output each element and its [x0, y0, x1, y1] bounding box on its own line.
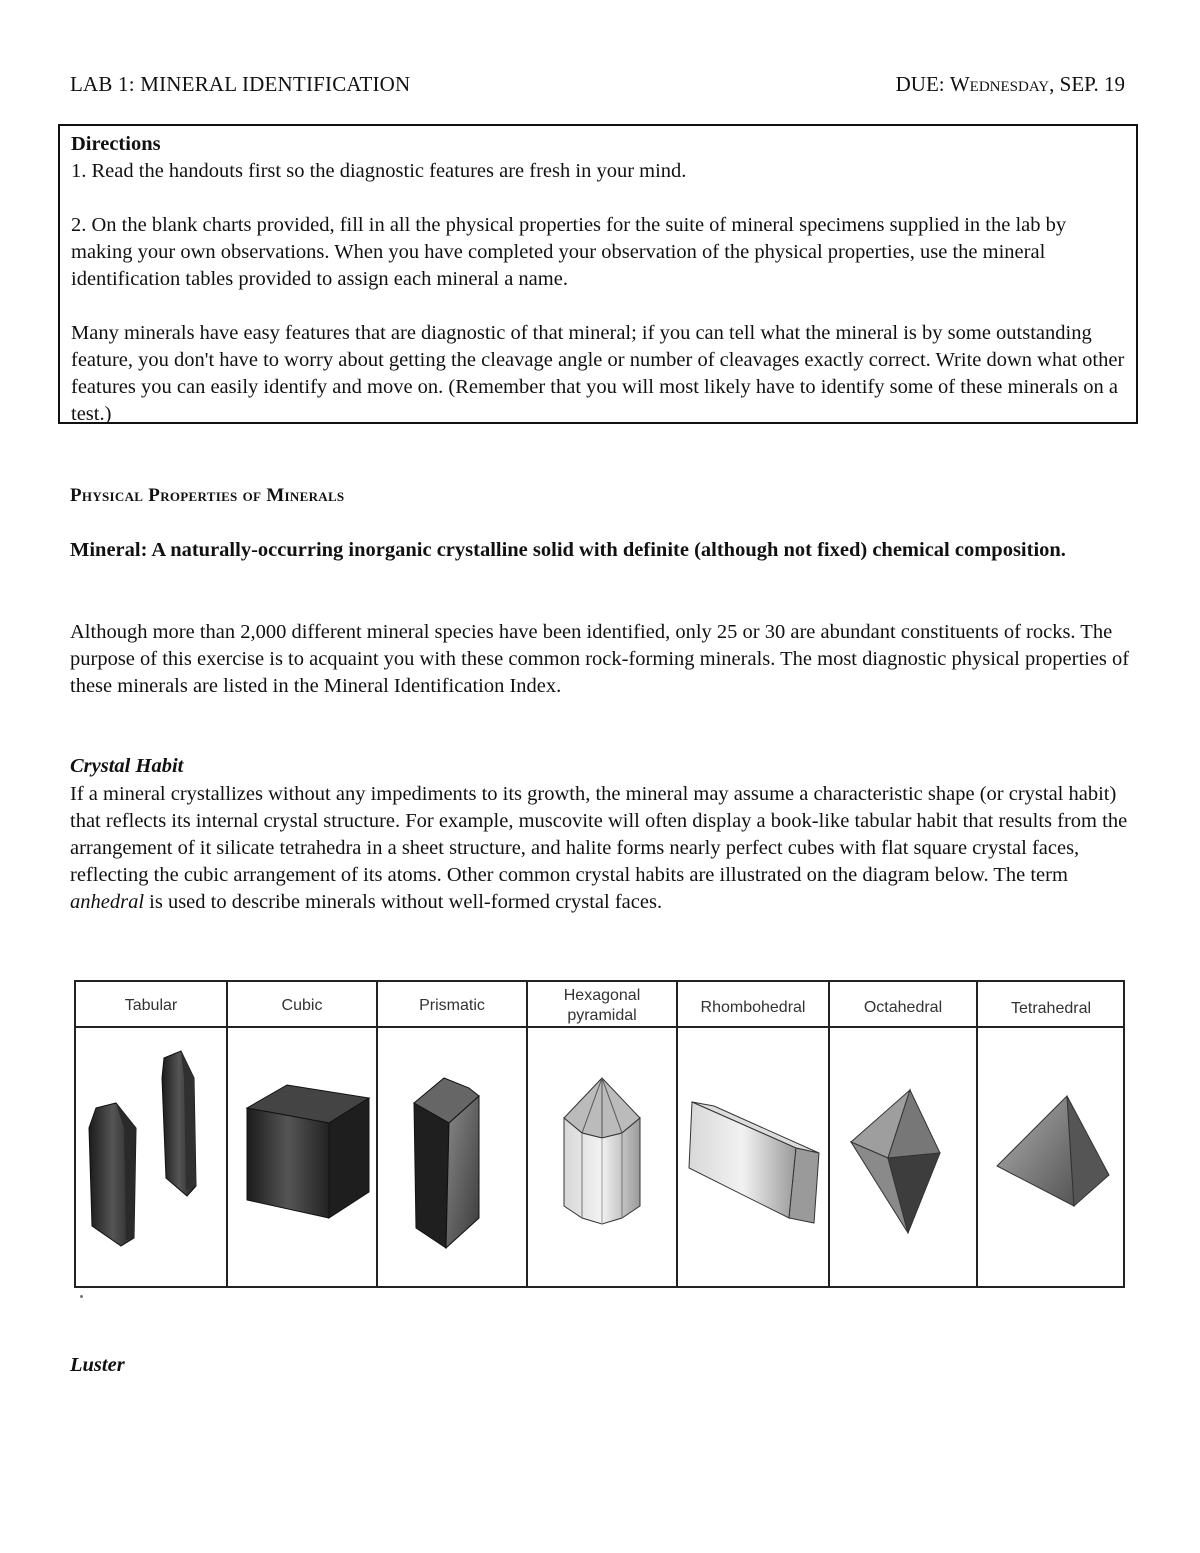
crystal-habit-heading: Crystal Habit	[70, 755, 184, 777]
label-tabular: Tabular	[124, 997, 178, 1014]
directions-item-1: 1. Read the handouts first so the diagnostic features are fresh in your mind.	[71, 160, 687, 182]
definition-text: Mineral: A naturally-occurring inorganic crystalline solid with definite (although not fixed) chemical composition.	[70, 539, 1066, 561]
label-octahedral: Octahedral	[863, 999, 943, 1016]
label-pyramidal: pyramidal	[567, 1007, 637, 1024]
page-header	[70, 72, 1125, 100]
due-day: Wednesday	[949, 72, 1050, 96]
prismatic-crystal-image	[414, 1078, 479, 1248]
label-prismatic: Prismatic	[419, 997, 485, 1014]
mineral-definition	[70, 537, 1130, 564]
directions-item-2: 2. On the blank charts provided, fill in all the physical properties for the suite of mineral specimens supplied in the lab by making your own observations. When you have completed your observation of the physical properties, use the mineral identification tables provided to assign each mineral a name.	[71, 214, 1067, 290]
cubic-crystal-image	[247, 1085, 369, 1218]
lab-title: LAB 1: MINERAL IDENTIFICATION	[70, 72, 411, 96]
directions-box	[58, 124, 1138, 424]
crystal-habit-diagram	[74, 978, 1127, 1291]
intro-text: Although more than 2,000 different mineral species have been identified, only 25 or 30 are abundant constituents of rocks. The purpose of this exercise is to acquaint you with these common rock-forming minerals. The most diagnostic physical properties of these minerals are listed in the Mineral Identification Index.	[70, 621, 1130, 697]
label-cubic: Cubic	[281, 997, 323, 1014]
label-hexagonal: Hexagonal	[563, 987, 641, 1004]
due-prefix: DUE:	[895, 72, 950, 96]
habit-text-after: is used to describe minerals without well-formed crystal faces.	[144, 891, 663, 913]
label-rhombohedral: Rhombohedral	[700, 999, 806, 1016]
intro-paragraph	[70, 619, 1130, 700]
section-title: Physical Properties of Minerals	[70, 485, 345, 506]
crystal-habit-paragraph	[70, 781, 1130, 916]
anhedral-term: anhedral	[70, 891, 145, 913]
directions-note: Many minerals have easy features that are diagnostic of that mineral; if you can tell what the mineral is by some outstanding feature, you don't have to worry about getting the cleavage angle or number of cleavages exactly correct. Write down what other features you can easily identify and move on. (Remember that you will most likely have to identify some of these minerals on a test.)	[71, 322, 1125, 425]
luster-heading: Luster	[70, 1354, 125, 1376]
habit-text-before: If a mineral crystallizes without any impediments to its growth, the mineral may assume a characteristic shape (or crystal habit) that reflects its internal crystal structure. For example, muscovite will often display a book-like tabular habit that results from the arrangement of it silicate tetrahedra in a sheet structure, and halite forms nearly perfect cubes with flat square crystal faces, reflecting the cubic arrangement of its atoms. Other common crystal habits are illustrated on the diagram below. The term	[70, 783, 1128, 886]
due-date	[896, 72, 1125, 97]
label-tetrahedral: Tetrahedral	[1010, 1000, 1092, 1017]
due-suffix: , SEP. 19	[1049, 72, 1125, 96]
scan-speck	[80, 1295, 83, 1298]
directions-title: Directions	[71, 133, 161, 155]
